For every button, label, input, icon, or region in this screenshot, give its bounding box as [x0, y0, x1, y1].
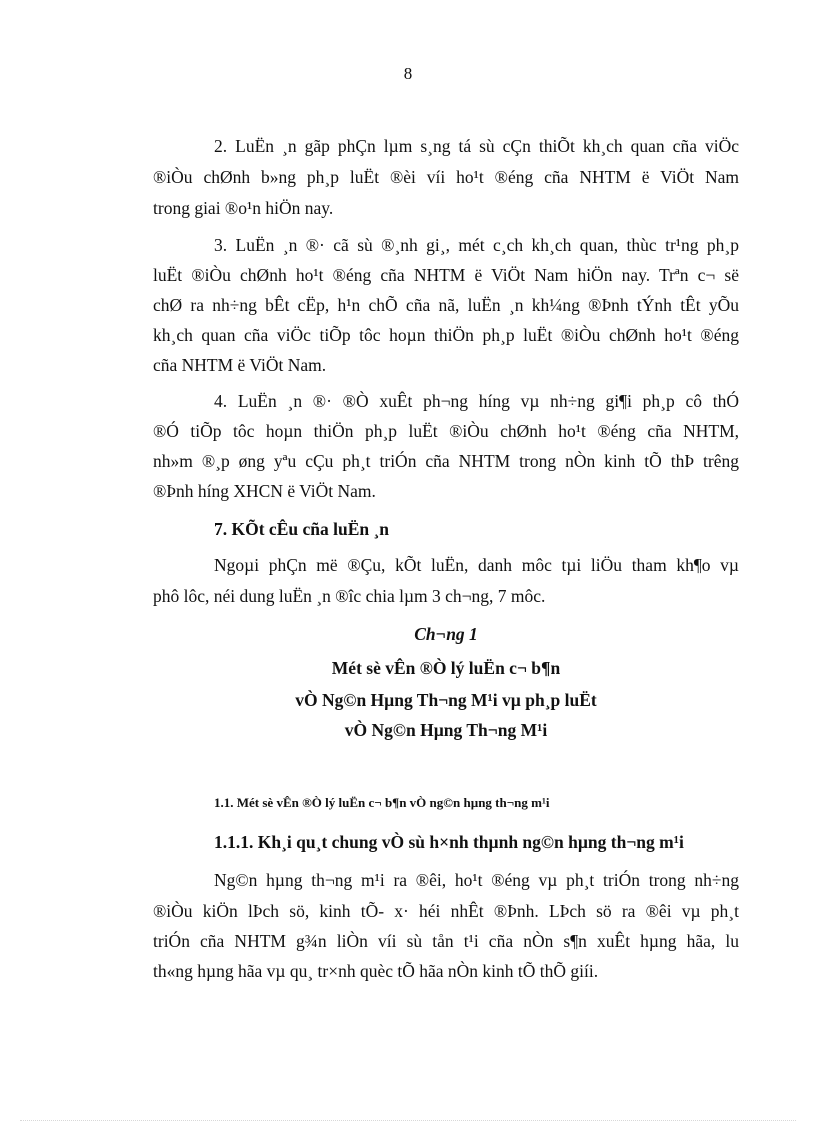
page-number: 8 [403, 64, 413, 83]
outline-paragraph-line-2: phô lôc, néi dung luËn ¸n ®îc chia lµm 3 ch¬ng, 7 môc. [153, 586, 546, 606]
section-1-1-heading: 1.1. Mét sè vÊn ®Ò lý luËn c¬ b¶n vÒ ng©n hµng th¬ng m¹i [214, 795, 550, 810]
body-paragraph-line-1: Ng©n hµng th¬ng m¹i ra ®êi, ho¹t ®éng vµ ph¸t triÓn trong nh÷ng [214, 870, 739, 890]
body-paragraph-line-2: ®iÒu kiÖn lÞch sö, kinh tÕ- x· héi nhÊt ®Þnh. LÞch sö ra ®êi vµ ph¸t [153, 901, 739, 921]
chapter-title-line-3: vÒ Ng©n Hµng Th¬ng M¹i [344, 720, 548, 740]
paragraph-4-line-2: ®Ó tiÕp tôc hoµn thiÖn ph¸p luËt ®iÒu chØnh ho¹t ®éng cña NHTM, [153, 421, 739, 441]
chapter-label: Ch¬ng 1 [414, 624, 478, 644]
paragraph-2-line-2: ®iÒu chØnh b»ng ph¸p luËt ®èi víi ho¹t ®éng cña NHTM ë ViÖt Nam [153, 167, 739, 187]
chapter-title-line-1: Mét sè vÊn ®Ò lý luËn c¬ b¶n [331, 658, 561, 678]
paragraph-4-line-4: ®Þnh híng XHCN ë ViÖt Nam. [153, 481, 376, 501]
paragraph-2-line-3: trong giai ®o¹n hiÖn nay. [153, 198, 334, 218]
body-paragraph-line-4: th«ng hµng hãa vµ qu¸ tr×nh quèc tÕ hãa nÒn kinh tÕ thÕ giíi. [153, 961, 599, 981]
section-1-1-1-heading: 1.1.1. Kh¸i qu¸t chung vÒ sù h×nh thµnh ng©n hµng th¬ng m¹i [214, 832, 684, 852]
paragraph-3-line-3: chØ ra nh÷ng bÊt cËp, h¹n chÕ cña nã, luËn ¸n kh¼ng ®Þnh tÝnh tÊt yÕu [153, 295, 739, 315]
section-7-heading: 7. KÕt cÊu cña luËn ¸n [214, 519, 390, 539]
page-bottom-rule [20, 1120, 796, 1121]
chapter-title-line-2: vÒ Ng©n Hµng Th¬ng M¹i vµ ph¸p luËt [295, 690, 597, 710]
paragraph-3-line-2: luËt ®iÒu chØnh ho¹t ®éng cña NHTM ë ViÖt Nam hiÖn nay. Trªn c¬ së [153, 265, 739, 285]
paragraph-3-line-4: kh¸ch quan cña viÖc tiÕp tôc hoµn thiÖn ph¸p luËt ®iÒu chØnh ho¹t ®éng [153, 325, 739, 345]
paragraph-3-line-5: cña NHTM ë ViÖt Nam. [153, 355, 327, 375]
paragraph-4-line-3: nh»m ®¸p øng yªu cÇu ph¸t triÓn cña NHTM trong nÒn kinh tÕ thÞ trêng [153, 451, 739, 471]
paragraph-2-line-1: 2. LuËn ¸n gãp phÇn lµm s¸ng tá sù cÇn thiÕt kh¸ch quan cña viÖc [214, 136, 739, 156]
paragraph-4-line-1: 4. LuËn ¸n ®· ®Ò xuÊt ph¬ng híng vµ nh÷ng gi¶i ph¸p cô thÓ [214, 391, 739, 411]
body-paragraph-line-3: triÓn cña NHTM g¾n liÒn víi sù tån t¹i cña nÒn s¶n xuÊt hµng hãa, lu [153, 931, 739, 951]
paragraph-3-line-1: 3. LuËn ¸n ®· cã sù ®¸nh gi¸, mét c¸ch kh¸ch quan, thùc tr¹ng ph¸p [214, 235, 739, 255]
outline-paragraph-line-1: Ngoµi phÇn më ®Çu, kÕt luËn, danh môc tµi liÖu tham kh¶o vµ [214, 555, 739, 575]
